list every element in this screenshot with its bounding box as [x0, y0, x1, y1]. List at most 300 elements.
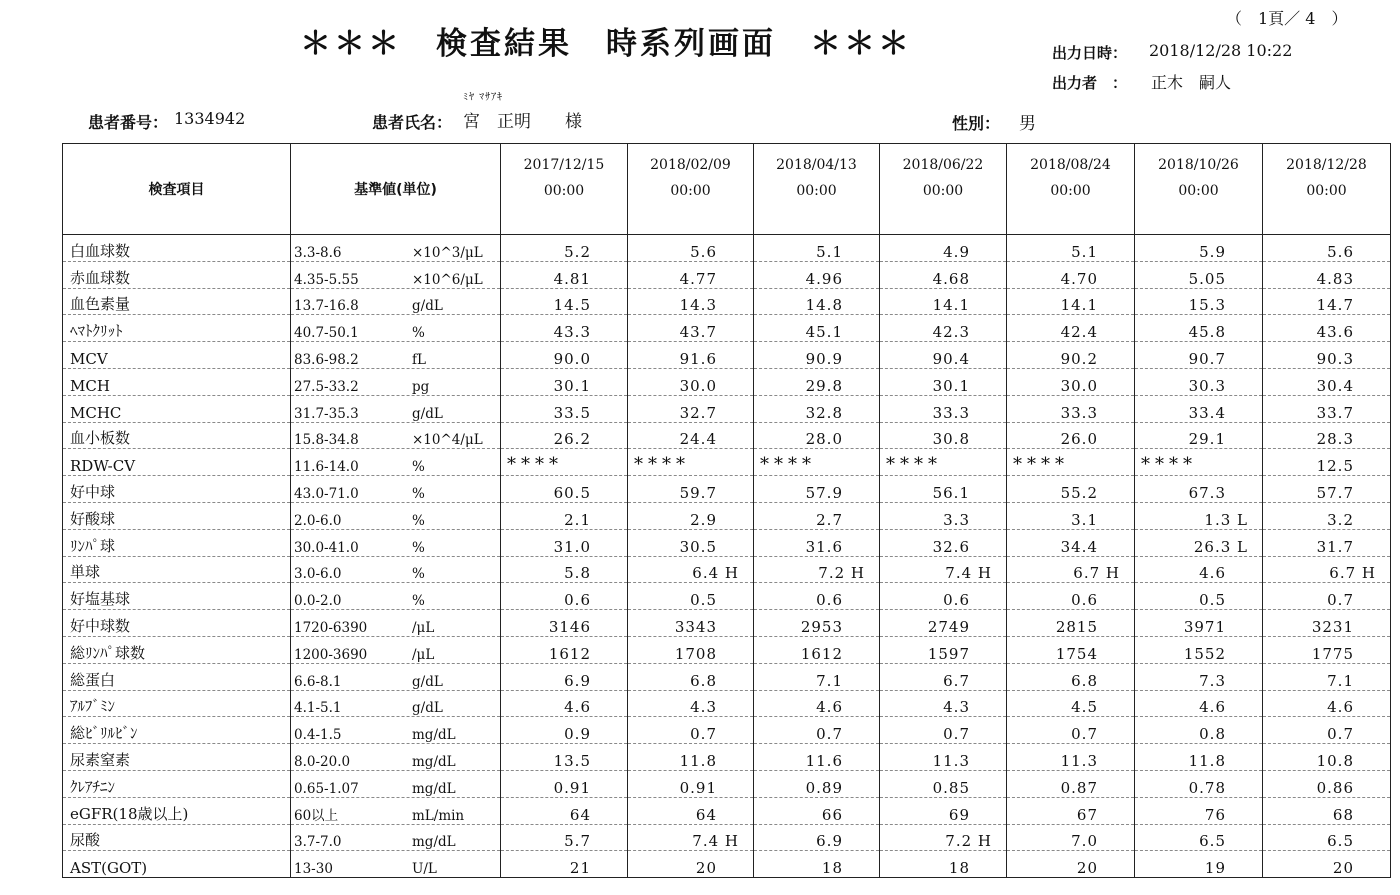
test-item-name: 尿素窒素: [63, 744, 291, 771]
col-header-date: 2018/06/22 00:00: [880, 144, 1007, 235]
result-value: 3.1: [1007, 502, 1135, 529]
result-value: 11.3: [880, 744, 1007, 771]
reference-unit: mg/dL: [412, 780, 456, 797]
result-value: 26.0: [1007, 422, 1135, 449]
reference-cell: [291, 261, 501, 288]
col-header-date: 2018/02/09 00:00: [628, 144, 754, 235]
result-value: 30.3: [1135, 368, 1263, 395]
result-value: 0.87: [1007, 770, 1135, 797]
result-value: 4.6: [1263, 690, 1391, 717]
result-value: 6.9: [501, 663, 628, 690]
reference-range: 15.8-34.8: [294, 432, 359, 449]
result-value: 29.1: [1135, 422, 1263, 449]
result-value: 14.7: [1263, 288, 1391, 315]
reference-cell: [291, 502, 501, 529]
reference-cell: [291, 235, 501, 262]
result-value: 0.6: [1007, 583, 1135, 610]
table-row: [63, 583, 1391, 610]
result-value: 1612: [501, 636, 628, 663]
result-value: 18: [880, 851, 1007, 878]
reference-unit: %: [412, 593, 425, 610]
result-value: 5.05: [1135, 261, 1263, 288]
reference-cell: [291, 744, 501, 771]
result-value: 42.3: [880, 315, 1007, 342]
result-value: 30.5: [628, 529, 754, 556]
reference-unit: %: [412, 325, 425, 342]
result-value: 0.85: [880, 770, 1007, 797]
reference-unit: %: [412, 566, 425, 583]
result-value: 4.6: [754, 690, 880, 717]
reference-range: 3.3-8.6: [294, 244, 342, 261]
reference-range: 1720-6390: [294, 619, 368, 636]
result-value: 4.77: [628, 261, 754, 288]
result-value: 45.8: [1135, 315, 1263, 342]
result-value: 14.3: [628, 288, 754, 315]
result-value: 0.7: [1007, 717, 1135, 744]
reference-unit: /μL: [412, 619, 435, 636]
table-row: [63, 824, 1391, 851]
result-value: 13.5: [501, 744, 628, 771]
result-value: 6.9: [754, 824, 880, 851]
result-value: 20: [628, 851, 754, 878]
reference-range: 83.6-98.2: [294, 351, 359, 368]
result-value: 67: [1007, 797, 1135, 824]
output-date: 2018/12/28 10:22: [1149, 41, 1293, 60]
table-row: [63, 851, 1391, 878]
result-value: 43.7: [628, 315, 754, 342]
reference-range: 1200-3690: [294, 646, 368, 663]
result-value: 5.6: [1263, 235, 1391, 262]
result-value: 1597: [880, 636, 1007, 663]
result-value: 26.3 L: [1135, 529, 1263, 556]
test-item-name: ﾘﾝﾊﾟ球: [63, 529, 291, 556]
result-value: 14.1: [1007, 288, 1135, 315]
result-value: 7.3: [1135, 663, 1263, 690]
result-value: ****: [628, 449, 754, 476]
result-value: 11.6: [754, 744, 880, 771]
result-value: 0.6: [754, 583, 880, 610]
result-value: 5.7: [501, 824, 628, 851]
test-item-name: AST(GOT): [63, 851, 291, 878]
patient-id-label: 患者番号：: [88, 113, 169, 132]
result-value: 33.3: [1007, 395, 1135, 422]
reference-unit: %: [412, 485, 425, 502]
result-value: 5.6: [628, 235, 754, 262]
result-value: ****: [1135, 449, 1263, 476]
result-value: 7.0: [1007, 824, 1135, 851]
sex-value: 男: [1019, 114, 1036, 134]
result-value: 4.9: [880, 235, 1007, 262]
result-value: 19: [1135, 851, 1263, 878]
result-value: 0.7: [1263, 717, 1391, 744]
table-row: [63, 556, 1391, 583]
reference-cell: [291, 422, 501, 449]
table-row: [63, 770, 1391, 797]
test-item-name: 白血球数: [63, 235, 291, 262]
reference-cell: [291, 368, 501, 395]
result-value: 10.8: [1263, 744, 1391, 771]
result-value: 0.5: [1135, 583, 1263, 610]
result-value: 6.5: [1263, 824, 1391, 851]
reference-unit: pg: [412, 378, 430, 395]
table-header-row: [63, 144, 1391, 235]
result-value: 1552: [1135, 636, 1263, 663]
result-value: 90.3: [1263, 342, 1391, 369]
reference-range: 6.6-8.1: [294, 673, 342, 690]
result-value: 15.3: [1135, 288, 1263, 315]
reference-cell: [291, 851, 501, 878]
table-row: [63, 717, 1391, 744]
result-value: 4.70: [1007, 261, 1135, 288]
result-value: 4.83: [1263, 261, 1391, 288]
table-row: [63, 395, 1391, 422]
reference-range: 11.6-14.0: [294, 459, 359, 476]
table-row: [63, 502, 1391, 529]
reference-cell: [291, 770, 501, 797]
result-value: ****: [880, 449, 1007, 476]
result-value: 4.6: [501, 690, 628, 717]
reference-unit: %: [412, 459, 425, 476]
result-value: 1775: [1263, 636, 1391, 663]
result-value: 90.0: [501, 342, 628, 369]
reference-range: 3.7-7.0: [294, 834, 342, 851]
test-item-name: 血小板数: [63, 422, 291, 449]
result-value: 0.6: [501, 583, 628, 610]
result-value: 4.5: [1007, 690, 1135, 717]
result-value: 30.1: [880, 368, 1007, 395]
reference-range: 2.0-6.0: [294, 512, 342, 529]
result-value: 0.7: [1263, 583, 1391, 610]
result-value: 32.8: [754, 395, 880, 422]
result-value: 32.7: [628, 395, 754, 422]
result-value: 28.0: [754, 422, 880, 449]
result-value: 14.1: [880, 288, 1007, 315]
result-value: 2953: [754, 610, 880, 637]
reference-cell: [291, 824, 501, 851]
result-value: 4.81: [501, 261, 628, 288]
reference-unit: /μL: [412, 646, 435, 663]
result-value: 91.6: [628, 342, 754, 369]
col-header-date: 2018/12/28 00:00: [1263, 144, 1391, 235]
result-value: 6.5: [1135, 824, 1263, 851]
result-value: 64: [501, 797, 628, 824]
reference-range: 3.0-6.0: [294, 566, 342, 583]
table-row: [63, 261, 1391, 288]
result-value: 33.5: [501, 395, 628, 422]
reference-range: 13-30: [294, 861, 333, 878]
result-value: 4.3: [880, 690, 1007, 717]
result-value: 0.86: [1263, 770, 1391, 797]
result-value: 11.3: [1007, 744, 1135, 771]
col-header-date: 2018/08/24 00:00: [1007, 144, 1135, 235]
test-item-name: MCH: [63, 368, 291, 395]
result-value: 30.4: [1263, 368, 1391, 395]
output-person: 正木 嗣人: [1151, 73, 1232, 92]
sex-label: 性別：: [952, 114, 1001, 133]
test-item-name: 好酸球: [63, 502, 291, 529]
result-value: 3.2: [1263, 502, 1391, 529]
test-item-name: ｸﾚｱﾁﾆﾝ: [63, 770, 291, 797]
reference-cell: [291, 529, 501, 556]
result-value: 12.5: [1263, 449, 1391, 476]
col-header-date: 2017/12/15 00:00: [501, 144, 628, 235]
col-header-item: 検査項目: [63, 144, 291, 235]
result-value: 5.1: [754, 235, 880, 262]
result-value: 31.0: [501, 529, 628, 556]
result-value: 30.0: [1007, 368, 1135, 395]
result-value: 7.4 H: [880, 556, 1007, 583]
result-value: 5.9: [1135, 235, 1263, 262]
result-value: 14.5: [501, 288, 628, 315]
reference-cell: [291, 449, 501, 476]
result-value: 76: [1135, 797, 1263, 824]
reference-range: 27.5-33.2: [294, 378, 359, 395]
result-value: 3146: [501, 610, 628, 637]
test-item-name: 好中球: [63, 476, 291, 503]
table-row: [63, 449, 1391, 476]
result-value: 7.2 H: [880, 824, 1007, 851]
reference-unit: %: [412, 512, 425, 529]
reference-range: 43.0-71.0: [294, 485, 359, 502]
test-item-name: ﾍﾏﾄｸﾘｯﾄ: [63, 315, 291, 342]
reference-unit: g/dL: [412, 700, 443, 717]
result-value: 21: [501, 851, 628, 878]
output-date-label: 出力日時：: [1052, 44, 1128, 62]
result-value: 3343: [628, 610, 754, 637]
test-item-name: 単球: [63, 556, 291, 583]
reference-range: 4.35-5.55: [294, 271, 359, 288]
result-value: 4.96: [754, 261, 880, 288]
result-value: 4.6: [1135, 556, 1263, 583]
reference-unit: %: [412, 539, 425, 556]
result-value: 0.5: [628, 583, 754, 610]
result-value: 6.8: [628, 663, 754, 690]
reference-cell: [291, 636, 501, 663]
result-value: ****: [1007, 449, 1135, 476]
reference-range: 8.0-20.0: [294, 753, 351, 770]
table-row: [63, 288, 1391, 315]
reference-cell: [291, 476, 501, 503]
results-table: [62, 143, 1391, 878]
result-value: 59.7: [628, 476, 754, 503]
result-value: 66: [754, 797, 880, 824]
result-value: 2.9: [628, 502, 754, 529]
result-value: 34.4: [1007, 529, 1135, 556]
result-value: 6.7 H: [1007, 556, 1135, 583]
result-value: 55.2: [1007, 476, 1135, 503]
result-value: 43.3: [501, 315, 628, 342]
result-value: 0.8: [1135, 717, 1263, 744]
table-row: [63, 476, 1391, 503]
reference-cell: [291, 690, 501, 717]
result-value: 7.1: [1263, 663, 1391, 690]
page-title: ＊＊＊ 検査結果 時系列画面 ＊＊＊: [300, 26, 912, 62]
reference-range: 31.7-35.3: [294, 405, 359, 422]
test-item-name: 尿酸: [63, 824, 291, 851]
test-item-name: 赤血球数: [63, 261, 291, 288]
reference-unit: ×10^6/μL: [412, 271, 483, 288]
result-value: 1754: [1007, 636, 1135, 663]
result-value: 0.91: [628, 770, 754, 797]
table-row: [63, 636, 1391, 663]
reference-range: 0.0-2.0: [294, 593, 342, 610]
result-value: 64: [628, 797, 754, 824]
result-value: 33.4: [1135, 395, 1263, 422]
result-value: 56.1: [880, 476, 1007, 503]
reference-cell: [291, 717, 501, 744]
result-value: 1612: [754, 636, 880, 663]
table-row: [63, 422, 1391, 449]
reference-range: 30.0-41.0: [294, 539, 359, 556]
reference-cell: [291, 288, 501, 315]
result-value: 60.5: [501, 476, 628, 503]
result-value: 0.7: [628, 717, 754, 744]
table-row: [63, 610, 1391, 637]
reference-cell: [291, 610, 501, 637]
test-item-name: 総ﾋﾞﾘﾙﾋﾞﾝ: [63, 717, 291, 744]
reference-unit: g/dL: [412, 298, 443, 315]
test-item-name: 総ﾘﾝﾊﾟ球数: [63, 636, 291, 663]
col-header-date: 2018/10/26 00:00: [1135, 144, 1263, 235]
result-value: 31.7: [1263, 529, 1391, 556]
col-header-reference: 基準値(単位): [291, 144, 501, 235]
result-value: 26.2: [501, 422, 628, 449]
table-row: [63, 235, 1391, 262]
table-row: [63, 663, 1391, 690]
result-value: 68: [1263, 797, 1391, 824]
result-value: 90.9: [754, 342, 880, 369]
result-value: 29.8: [754, 368, 880, 395]
result-value: 20: [1263, 851, 1391, 878]
test-item-name: 総蛋白: [63, 663, 291, 690]
result-value: 20: [1007, 851, 1135, 878]
result-value: 90.2: [1007, 342, 1135, 369]
result-value: 28.3: [1263, 422, 1391, 449]
test-item-name: ｱﾙﾌﾞﾐﾝ: [63, 690, 291, 717]
result-value: 30.0: [628, 368, 754, 395]
reference-unit: U/L: [412, 861, 437, 878]
result-value: 7.4 H: [628, 824, 754, 851]
reference-range: 60以上: [294, 807, 339, 824]
result-value: ****: [501, 449, 628, 476]
table-row: [63, 342, 1391, 369]
result-value: 30.1: [501, 368, 628, 395]
result-value: 5.8: [501, 556, 628, 583]
result-value: 1.3 L: [1135, 502, 1263, 529]
result-value: 1708: [628, 636, 754, 663]
result-value: 4.3: [628, 690, 754, 717]
result-value: 33.3: [880, 395, 1007, 422]
table-row: [63, 797, 1391, 824]
reference-range: 0.4-1.5: [294, 727, 342, 744]
result-value: 2815: [1007, 610, 1135, 637]
result-value: 6.7: [880, 663, 1007, 690]
result-value: 57.7: [1263, 476, 1391, 503]
reference-range: 4.1-5.1: [294, 700, 342, 717]
reference-unit: mg/dL: [412, 834, 456, 851]
test-item-name: RDW-CV: [63, 449, 291, 476]
result-value: 3.3: [880, 502, 1007, 529]
reference-cell: [291, 342, 501, 369]
page-number: （ 1頁／ 4 ）: [1226, 9, 1348, 28]
result-value: 3971: [1135, 610, 1263, 637]
table-row: [63, 368, 1391, 395]
test-item-name: 好塩基球: [63, 583, 291, 610]
reference-cell: [291, 556, 501, 583]
col-header-date: 2018/04/13 00:00: [754, 144, 880, 235]
result-value: 0.78: [1135, 770, 1263, 797]
table-row: [63, 690, 1391, 717]
result-value: 4.6: [1135, 690, 1263, 717]
reference-unit: mg/dL: [412, 753, 456, 770]
result-value: 0.89: [754, 770, 880, 797]
result-value: ****: [754, 449, 880, 476]
result-value: 33.7: [1263, 395, 1391, 422]
test-item-name: 血色素量: [63, 288, 291, 315]
result-value: 43.6: [1263, 315, 1391, 342]
result-value: 0.91: [501, 770, 628, 797]
test-item-name: MCV: [63, 342, 291, 369]
reference-cell: [291, 395, 501, 422]
reference-range: 0.65-1.07: [294, 780, 359, 797]
result-value: 6.8: [1007, 663, 1135, 690]
result-value: 24.4: [628, 422, 754, 449]
test-item-name: MCHC: [63, 395, 291, 422]
reference-unit: mL/min: [412, 807, 465, 824]
result-value: 32.6: [880, 529, 1007, 556]
result-value: 0.6: [880, 583, 1007, 610]
result-value: 67.3: [1135, 476, 1263, 503]
result-value: 6.4 H: [628, 556, 754, 583]
reference-cell: [291, 663, 501, 690]
patient-id: 1334942: [174, 109, 246, 128]
result-value: 2.7: [754, 502, 880, 529]
result-value: 0.9: [501, 717, 628, 744]
reference-unit: fL: [412, 351, 426, 368]
output-person-label: 出力者 ：: [1052, 74, 1128, 92]
result-value: 57.9: [754, 476, 880, 503]
result-value: 3231: [1263, 610, 1391, 637]
result-value: 30.8: [880, 422, 1007, 449]
result-value: 11.8: [1135, 744, 1263, 771]
reference-cell: [291, 583, 501, 610]
result-value: 45.1: [754, 315, 880, 342]
result-value: 90.4: [880, 342, 1007, 369]
reference-unit: g/dL: [412, 405, 443, 422]
patient-name: 宮 正明 様: [463, 112, 582, 132]
reference-range: 40.7-50.1: [294, 325, 359, 342]
result-value: 6.7 H: [1263, 556, 1391, 583]
result-value: 2749: [880, 610, 1007, 637]
table-row: [63, 744, 1391, 771]
result-value: 2.1: [501, 502, 628, 529]
reference-range: 13.7-16.8: [294, 298, 359, 315]
result-value: 42.4: [1007, 315, 1135, 342]
result-value: 90.7: [1135, 342, 1263, 369]
reference-unit: mg/dL: [412, 727, 456, 744]
patient-name-label: 患者氏名：: [372, 113, 453, 132]
reference-unit: ×10^3/μL: [412, 244, 483, 261]
patient-name-furigana: ﾐﾔ ﾏｻｱｷ: [463, 92, 504, 103]
result-value: 31.6: [754, 529, 880, 556]
result-value: 0.7: [880, 717, 1007, 744]
result-value: 11.8: [628, 744, 754, 771]
result-value: 7.1: [754, 663, 880, 690]
result-value: 18: [754, 851, 880, 878]
result-value: 5.1: [1007, 235, 1135, 262]
test-item-name: 好中球数: [63, 610, 291, 637]
test-item-name: eGFR(18歳以上): [63, 797, 291, 824]
